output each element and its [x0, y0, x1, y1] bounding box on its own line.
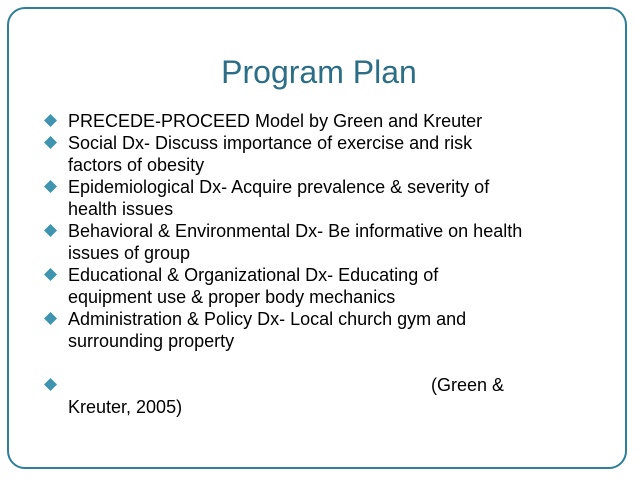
- bullet-text-line1: Behavioral & Environmental Dx- Be informative on health: [68, 221, 523, 241]
- diamond-bullet-icon: [44, 378, 57, 391]
- slide-title: Program Plan: [221, 54, 417, 90]
- bullet-item-model: [44, 110, 614, 132]
- diamond-bullet-icon: [44, 268, 57, 281]
- bullet-item-behavioral: [44, 220, 614, 264]
- bullet-item-educational: [44, 264, 614, 308]
- bullet-item-epidemiological: [44, 176, 614, 220]
- bullet-text-line2: issues of group: [68, 243, 191, 263]
- citation-line2: Kreuter, 2005): [68, 397, 183, 417]
- bullet-text-line1: Administration & Policy Dx- Local church gym and: [68, 309, 467, 329]
- bullet-list: [44, 110, 614, 418]
- diamond-bullet-icon: [44, 180, 57, 193]
- diamond-bullet-icon: [44, 312, 57, 325]
- bullet-text: PRECEDE-PROCEED Model by Green and Kreuter: [68, 111, 483, 131]
- diamond-bullet-icon: [44, 114, 57, 127]
- bullet-text-line1: Epidemiological Dx- Acquire prevalence & severity of: [68, 177, 490, 197]
- bullet-item-citation: [44, 374, 614, 418]
- bullet-item-administration: [44, 308, 614, 352]
- bullet-text-line2: factors of obesity: [68, 155, 205, 175]
- bullet-text-line2: equipment use & proper body mechanics: [68, 287, 396, 307]
- empty-line: [44, 352, 614, 374]
- diamond-bullet-icon: [44, 224, 57, 237]
- bullet-item-social: [44, 132, 614, 176]
- citation-line1: (Green &: [431, 375, 505, 395]
- bullet-text-line1: Educational & Organizational Dx- Educating of: [68, 265, 439, 285]
- bullet-text-line2: health issues: [68, 199, 174, 219]
- bullet-text-line1: Social Dx- Discuss importance of exercise and risk: [68, 133, 473, 153]
- diamond-bullet-icon: [44, 136, 57, 149]
- bullet-text-line2: surrounding property: [68, 331, 235, 351]
